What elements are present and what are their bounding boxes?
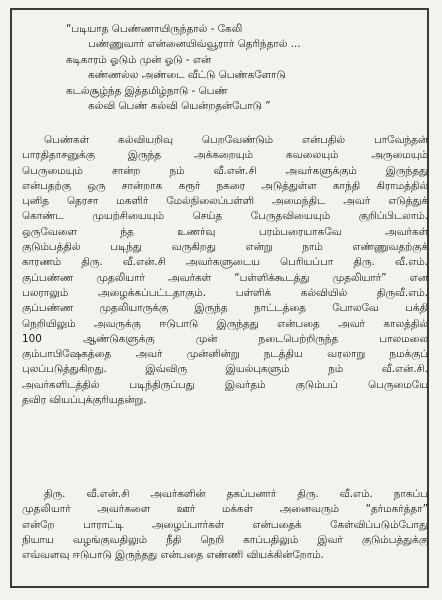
text-line: தவிர வியப்புக்குரியதன்று. bbox=[22, 394, 147, 407]
text-line: பாரதிதாசனுக்கு இருந்த அக்கறையும் கவலையும் அருமையும் bbox=[22, 149, 428, 162]
poem-line: “படியாத பெண்ணாயிருந்தால் - கேலி bbox=[66, 23, 243, 35]
text-line: நெறியிலும் அவருக்கு ஈடுபாடு இருந்தது என்பதை அவர் காலத்தில் bbox=[22, 317, 428, 330]
text-line: முதலியார் அவர்களை ஊர் மக்கள் அனைவரும் “தர்மகர்த்தா” bbox=[22, 503, 428, 516]
text-line: திரு. வீ.என்.சி அவர்களின் தகப்பனார் திரு. வீ.எம். நாகப்ப bbox=[44, 488, 428, 500]
text-line: நியாய வழங்குவதிலும் நீதி நெறி காப்பதிலும் இவர் குடும்பத்துக்கு bbox=[22, 533, 428, 546]
text-line: என்றே பாராட்டி அழைப்பார்கள் என்பதைக் கேள்விப்படும்போது bbox=[22, 518, 428, 531]
text-line: புனித தெரசா மகளிர் மேல்நிலைப்பள்ளி அமைந்திட அவர் எடுத்துக் bbox=[22, 195, 428, 208]
text-line: ஒருவேளை ந்த உணர்வு பரம்பரையாகவே அவர்கள் bbox=[22, 225, 428, 238]
text-line: கும்பாபிஷேகத்தை அவர் முன்னின்று நடத்திய வரலாறு நமக்குப் bbox=[22, 348, 428, 361]
text-line: 100 ஆண்டுகளுக்கு முன் நடைபெற்றிருந்த பாலமலை bbox=[22, 332, 428, 345]
poem-line: பண்ணுவார் என்னையிவ்வூரார் தெரிந்தால் ... bbox=[88, 38, 301, 51]
poem-line: கல்வி பெண் கல்வி யென்றதன்போடு ” bbox=[88, 100, 271, 113]
text-line: கொண்ட முயற்சியையும் செய்த பேருதவியையும் குறிப்பிடலாம். bbox=[22, 210, 428, 223]
poem-line: கண்ணல்ல அண்டை வீட்டு பெண்களோடு bbox=[88, 69, 286, 82]
text-line: அவர்களிடத்தில் படிந்திருப்பது இவர்தம் குடும்பப் பெருமையே bbox=[22, 378, 428, 391]
poem-line: கடல்சூழ்ந்த இத்தமிழ்நாடு - பெண் bbox=[66, 84, 228, 97]
text-line: எவ்வளவு ஈடுபாடு இருந்தது என்பதை எண்ணி வியக்கின்றோம். bbox=[22, 549, 324, 562]
text-line: குப்பண்ண முதலியாருக்கு இருந்த நாட்டத்தை போலவே பக்தி bbox=[22, 302, 428, 315]
text-line: புலப்படுத்துகிறது. இவ்விரு இயல்புகளும் நம் வீ.என்.சி. bbox=[22, 363, 428, 376]
text-line: பலராலும் அழைக்கப்பட்டதாகும். பள்ளிக் கல்வியில் திருவீ.எம். bbox=[22, 286, 428, 299]
paragraph-1 bbox=[22, 133, 428, 408]
text-line: பெண்கள் கல்வியறிவு பெறவேண்டும் என்பதில் பாவேந்தன் bbox=[44, 134, 428, 146]
poem-line: கடிகாரம் ஓடும் முன் ஓடு - என் bbox=[66, 53, 212, 66]
poem-quote bbox=[66, 22, 428, 114]
paragraph-2 bbox=[22, 487, 428, 563]
text-line: என்பதற்கு ஒரு சான்றாக கரூர் நகரை அடுத்துள்ள காந்தி கிராமத்தில் bbox=[22, 179, 428, 192]
text-line: பெருமையும் சான்ற நம் வீ.என்.சி அவர்களுக்கும் இருந்தது bbox=[22, 164, 428, 177]
text-line: குப்பண்ண முதலியார் அவர்கள் “பள்ளிக்கூடத்து முதலியார்” என bbox=[22, 271, 428, 284]
text-line: குடும்பத்தில் படிந்து வருகிறது என்று நாம் எண்ணுவதற்குக் bbox=[22, 241, 428, 254]
text-line: காரணம் திரு. வீ.என்.சி அவர்களுடைய பெரியப்பா திரு. வீ.எம். bbox=[22, 256, 428, 269]
